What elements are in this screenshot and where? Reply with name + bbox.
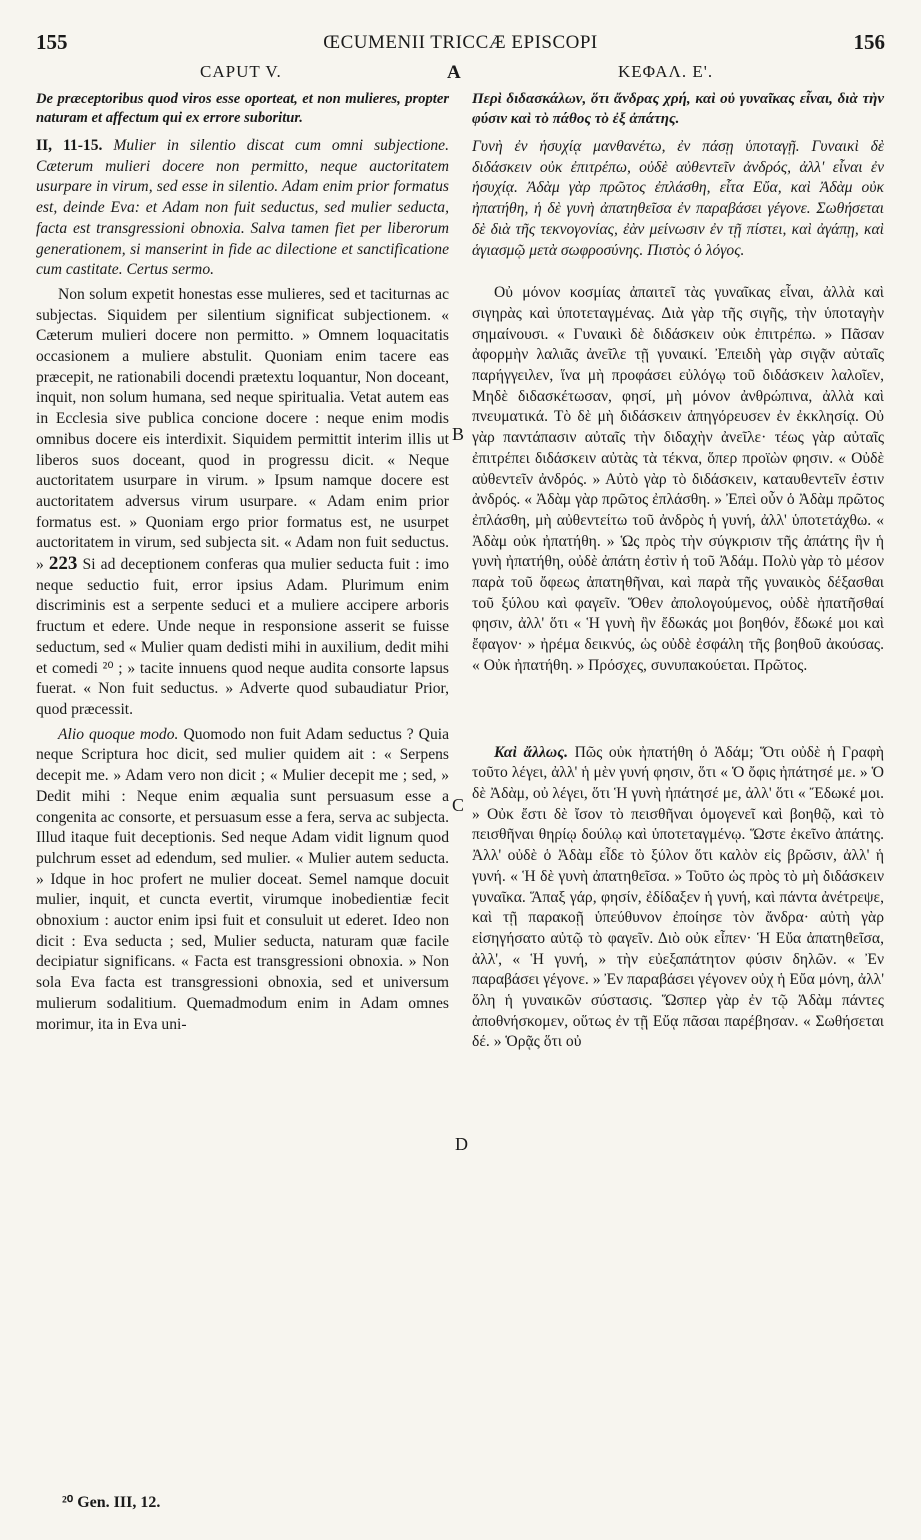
latin-paragraph-1b: Si ad deceptionem conferas qua mulier seducta fuit : imo neque seductio fuit, error ipsius Adam. Plurimum enim discriminis est a serpente seduci et a muliere accipere arboris fructum et edere. Unde neque in responsione asserit se fuisse seductum, sed « Mulier quam dedisti mihi in auxilium, dedit mihi et comedi ²⁰ ; » tacite innuens quod neque audita consorte lapsus fuerat. « Non fuit seductus. » Adverte quod subaudiatur Prior, quod præcessit. — [36, 556, 450, 718]
latin-argument: De præceptoribus quod viros esse oporteat, et non mulieres, propter naturam et affectum qui ex errore suboritur. — [36, 91, 449, 126]
kai-allos: Καὶ ἄλλως. — [494, 743, 569, 761]
spacer — [472, 265, 884, 283]
greek-argument: Περὶ διδασκάλων, ὅτι ἄνδρας χρή, καὶ οὐ γυναῖκας εἶναι, διὰ τὴν φύσιν καὶ τὸ πάθος τὸ ἐξ ἀπάτης. — [472, 91, 884, 127]
column-marker-a: A — [447, 62, 462, 83]
latin-scripture — [36, 136, 449, 281]
latin-paragraph-2 — [36, 725, 449, 1036]
latin-scripture-text: Mulier in silentio discat cum omni subjectione. Cæterum mulieri docere non permitto, neque auctoritatem usurpare in virum, sed esse in silentio. Adam enim prior formatus est, deinde Eva: et Adam non fuit seductus, sed mulier seducta, facta est transgressioni obnoxia. Salva tamen fiet per liberorum generationem, si manserint in fide ac dilectione et sanctificatione cum castitate. Certus sermo. — [36, 137, 449, 279]
spacer — [472, 681, 884, 743]
margin-letter-d: D — [455, 1134, 468, 1154]
greek-column — [472, 90, 884, 1057]
greek-paragraph-2-text: Πῶς οὐκ ἠπατήθη ὁ Ἀδάμ; Ὅτι οὐδὲ ἡ Γραφὴ τοῦτο λέγει, ἀλλ' ἡ μὲν γυνή φησιν, ὅτι « Ὁ ὄφις ἠπάτησέ με. » Ὁ δὲ Ἀδὰμ, οὐ λέγει, ὅτι Ἡ γυνὴ ἠπάτησέ με, ἀλλ' ὅτι « Ἔδωκέ μοι. » Οὐκ ἔστι δὲ ἴσον τὸ πεισθῆναι ὁμογενεῖ καὶ βοηθῷ, καὶ τὸ πεισθῆναι θηρίῳ δούλῳ καὶ ὑποτεταγμένῳ. Ὥστε ἐκεῖνο ἀπάτης. Ἀλλ' οὐδὲ ὁ Ἀδὰμ εἶδε τὸ ξύλον ὅτι καλὸν εἰς βρῶσιν, ἀλλ' ἡ γυνή. « Ἡ δὲ γυνὴ ἀπατηθεῖσα. » Τοῦτο ὡς πρὸς τὸ μὴ διδάσκειν γυναῖκα. Ἅπαξ γάρ, φησίν, ἐδίδαξεν ἡ γυνή, καὶ πάντα ἀνέτρεψε, καὶ τῇ παρακοῇ ὑπεύθυνον ἐποίησε τὸν ἄνδρα· αὐτὴ γὰρ εἰσηγήσατο αὐτῷ τὸ φαγεῖν. Διὸ οὐκ εἶπεν· Ἡ Εὔα ἀπατηθεῖσα, ἀλλ', « Ἡ γυνή, » τὴν εὐεξαπάτητον φύσιν δηλῶν. « Ἐν παραβάσει γέγονε. » Ἐν παραβάσει γέγονεν οὐχ ἡ Εὔα μόνη, ἀλλ' ὅλη ἡ γυναικῶν σύστασις. Ὥσπερ γὰρ ἐν τῷ Ἀδὰμ πάντες ἀποθνήσκομεν, οὕτως ἐν τῇ Εὔᾳ πᾶσαι παρέβησαν. « Σωθήσεται δέ. » Ὁρᾷς ὅτι οὐ — [472, 743, 885, 1051]
footnote: ²⁰ Gen. III, 12. — [62, 1494, 161, 1511]
margin-letter-b: B — [452, 424, 465, 444]
latin-paragraph-1 — [36, 285, 449, 721]
section-number-223: 223 — [48, 553, 78, 575]
latin-column — [36, 90, 449, 1039]
latin-paragraph-1a: Non solum expetit honestas esse mulieres, sed et taciturnas ac subjectas. Siquidem per silentium significat subjectionem. « Cæterum mulieri docere non permitto. » Omnem loquacitatis occasionem a muliere abstulit. Quoniam enim tacere eas præcepit, ne rationabili docendi prætextu loquantur, Non doceant, inquit, non solum humana, sed neque spiritualia. Vetat autem eas in Ecclesia sive publica concione docere : neque enim modis omnibus docere eis interdixit. Siquidem permittit interim illis ut liberos suos doceant, quod in progressu dicit. « Neque auctoritatem usurpare in virum. » Ipsum namque docere est auctoritatem adversus virum usurpare. « Adam enim prior formatus est. » Quoniam ergo prior formatus est, ne usurpet auctoritatem in virum, sed subjecta sit. « Adam non fuit seductus. » — [36, 285, 449, 574]
chapter-heading-greek: ΚΕΦΑΛ. Ε'. — [618, 62, 714, 81]
greek-scripture: Γυνὴ ἐν ἡσυχίᾳ μανθανέτω, ἐν πάσῃ ὑποταγῇ. Γυναικὶ δὲ διδάσκειν οὐκ ἐπιτρέπω, οὐδὲ αὐθεντεῖν ἀνδρός, ἀλλ' εἶναι ἐν ἡσυχίᾳ. Ἀδὰμ γὰρ πρῶτος ἐπλάσθη, εἶτα Εὔα, καὶ Ἀδὰμ οὐκ ἠπατήθη, ἡ δὲ γυνὴ ἀπατηθεῖσα ἐν παραβάσει γέγονε. Σωθήσεται δὲ διὰ τῆς τεκνογονίας, ἐὰν μείνωσιν ἐν τῇ πίστει, καὶ ἀγάπῃ, καὶ ἁγιασμῷ μετὰ σωφροσύνης. Πιστὸς ὁ λόγος. — [472, 138, 884, 259]
greek-paragraph-1: Οὐ μόνον κοσμίας ἀπαιτεῖ τὰς γυναῖκας εἶναι, ἀλλὰ καὶ σιγηρὰς καὶ ὑποτεταγμένας. Διὰ γὰρ τῆς σιγῆς, τὴν ὑποταγὴν σημαίνουσι. « Γυναικὶ δὲ διδάσκειν οὐκ ἐπιτρέπω. » Πᾶσαν ἀφορμὴν λαλιᾶς ἀνεῖλε τῇ γυναικί. Ἐπειδὴ γὰρ σιγᾷν αὐταῖς παρήγγειλεν, ἵνα μὴ προφάσει εὐλόγῳ τοῦ διδάσκειν λαλοῖεν, Μηδὲ διδασκέτωσαν, φησί, μὴ μόνον ἀνθρώπινα, ἀλλὰ καὶ πνευματικά. Τὸ δὲ μὴ διδάσκειν ἀπηγόρευσεν ἐν ἐκκλησίᾳ. Οὐ γὰρ παντάπασιν αὐταῖς τὴν διδαχὴν ἀνεῖλε· τέως γὰρ αὐταῖς ἐπιτρέπει διδάσκειν αὐτὰς τὰ τέκνα, ὅπερ προϊὼν φησιν. « Οὐδὲ αὐθεντεῖν ἀνδρός. » Αὐτὸ γὰρ τὸ διδάσκειν, καταυθεντεῖν ἐστιν ἀνδρός. « Ἀδὰμ γὰρ πρῶτος ἐπλάσθη. » Ἐπεὶ οὖν ὁ Ἀδὰμ πρῶτος ἐπλάσθη, μὴ αὐθεντείτω τοῦ ἀνδρὸς ἡ γυνή, ἀλλ' ὑποτετάχθω. « Ἀδὰμ οὐκ ἠπατήθη. » Ὡς πρὸς τὴν σύγκρισιν τῆς ἀπάτης ἣν ἡ γυνὴ ἠπατήθη, οὐδὲ ἀπάτη ἐστὶν ἡ τοῦ Ἀδάμ. Πολὺ γὰρ τὸ μέσον παρὰ τοῦ ὄφεως ἀπατηθῆναι, καὶ παρὰ τῆς γυναικὸς δέξασθαι τοῦ ξύλου καὶ φαγεῖν. Ὅθεν ἀπολογούμενος, οὐδὲ ἠπατῆσθαί φησιν, ἀλλ' ὅτι « Ἡ γυνὴ ἣν ἔδωκάς μοι βοηθόν, ἔδωκέ μοι καὶ ἔφαγον· » ἠρέμα δεικνύς, ὡς οὐδὲ ἐσφάλη τῆς βοηθοῦ ἀκούσας. « Οὐκ ἠπατήθη. » Πρόσχες, συνυπακούεται. Πρῶτος. — [472, 284, 884, 674]
chapter-heading-latin: CAPUT V. — [200, 62, 282, 81]
scripture-reference: II, 11-15. — [36, 137, 103, 154]
page-number-right: 156 — [853, 30, 885, 54]
page-header — [36, 30, 885, 64]
page-number-left: 155 — [36, 30, 68, 54]
alio-quoque-modo: Alio quoque modo. — [58, 725, 179, 743]
running-title: ŒCUMENII TRICCÆ EPISCOPI — [323, 32, 598, 53]
margin-letter-c: C — [452, 795, 465, 815]
greek-paragraph-2 — [472, 743, 884, 1054]
latin-paragraph-2-text: Quomodo non fuit Adam seductus ? Quia neque Scriptura hoc dicit, sed mulier quidem ait : « Serpens decepit me. » Adam vero non dicit ; « Mulier decepit me ; sed, » Dedit mihi : Neque enim æqualia sunt persuasum esse a congenita ac consorte, et persuasum esse a fera, serva ac subjecta. Illud itaque fuit deceptionis. Sed neque Adam vidit lignum quod pulchrum esset ad edendum, sed mulier. « Mulier autem seducta. » Idque in hoc profert ne mulier doceat. Semel namque docuit mulier, inquit, et cuncta evertit, virumque inobedientiæ fecit obnoxium : auctor enim ipsi fuit et consuluit ut ederet. Ideo non dicit : Eva seducta ; sed, Mulier seducta, naturam quæ facile decipiatur significans. « Facta est transgressioni obnoxia. » Non sola Eva facta est transgressioni obnoxia, sed et universum mulierum sodalitium. Quemadmodum enim in Adam omnes morimur, ita in Eva uni- — [36, 725, 449, 1033]
